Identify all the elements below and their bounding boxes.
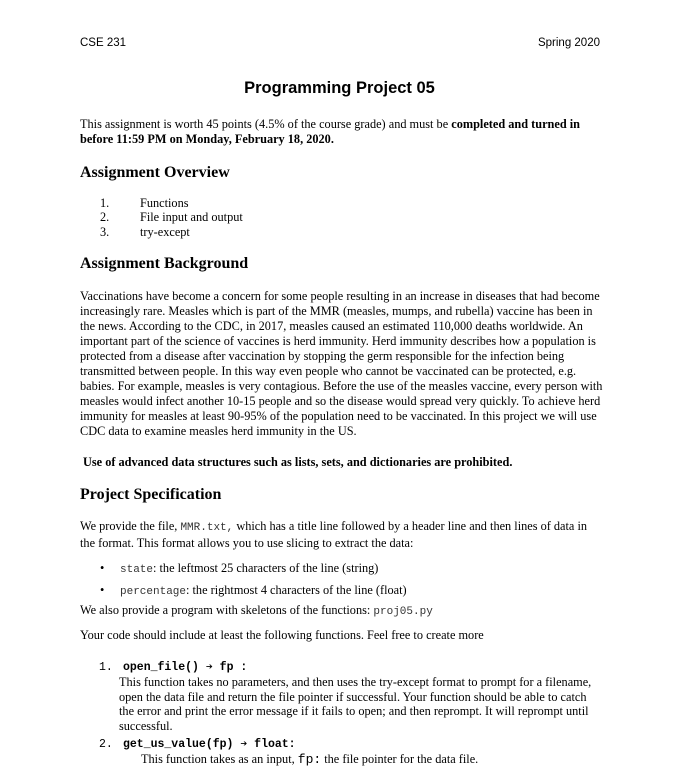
filename-code: proj05.py	[373, 606, 433, 618]
spec-paragraph: We provide the file, MMR.txt, which has a title line followed by a header line and then lines of data in the format. This format allows you to use slicing to extract the data:	[80, 519, 588, 550]
list-item: 1. Functions	[100, 196, 189, 210]
list-item: 2. File input and output	[100, 210, 243, 225]
course-code: CSE 231	[80, 37, 127, 49]
arrow-icon: ➔	[205, 661, 213, 674]
bullet-icon: •	[100, 583, 105, 597]
background-heading: Assignment Background	[80, 255, 249, 272]
list-item: • state: the leftmost 25 characters of the line (string)	[80, 558, 600, 580]
background-paragraph: Vaccinations have become a concern for some people resulting in an increase in diseases that had become increasingly rare. Measles which is part of the MMR (measles, mumps, and rubella) vaccine has been in the news. According to the CDC, in 2017, measles caused an estimated 110,000 deaths worldwide. An important part of the science of vaccines is herd immunity. Herd immunity describes how a population is protected from a disease after vaccination by stopping the germ responsible for the infection being transmitted between people. In this way even people who cannot be vaccinated can be protected, e.g. babies. For example, measles is very contagious. Before the use of the measles vaccine, every person with measles would infect another 10-15 people and so the disease would spread very quickly. To achieve herd immunity for measles at least 90-95% of the population need to be vaccinated. In this project we will use CDC data to examine measles herd immunity in the US.	[80, 289, 603, 438]
overview-list	[80, 196, 600, 239]
overview-heading: Assignment Overview	[80, 164, 230, 181]
list-item: • percentage: the rightmost 4 characters of the line (float)	[80, 580, 600, 602]
function-signature: open_file() ➔ fp :	[123, 661, 248, 674]
function-signature: get_us_value(fp) ➔ float:	[123, 738, 296, 751]
list-item: 3. try-except	[100, 224, 190, 239]
intro-paragraph: This assignment is worth 45 points (4.5% of the course grade) and must be completed and turned in before 11:59 PM on Monday, February 18, 2020.	[80, 117, 581, 146]
term: Spring 2020	[537, 37, 600, 49]
page-title: Programming Project 05	[244, 79, 435, 97]
bullet-icon: •	[100, 561, 105, 575]
prohibition-note: Use of advanced data structures such as lists, sets, and dictionaries are prohibited.	[83, 455, 513, 469]
function-description: This function takes as an input, fp: the file pointer for the data file.	[141, 752, 479, 767]
filename-code: MMR.txt,	[180, 522, 234, 534]
function-open-file: 1. open_file() ➔ fp : This function takes no parameters, and then uses the try-except format to prompt for a filename, open the data file and return the file pointer if successful. Your function should be able to catch the error and print the error message if it fails to open; and then reprompt. It will reprompt until successful.	[99, 657, 599, 733]
skeleton-paragraph: We also provide a program with skeletons of the functions: proj05.py	[80, 603, 433, 618]
function-get-us-value: 2. get_us_value(fp) ➔ float: This function takes as an input, fp: the file pointer for the data file.	[99, 734, 599, 768]
functions-intro: Your code should include at least the following functions. Feel free to create more	[80, 628, 484, 642]
arrow-icon: ➔	[240, 738, 248, 751]
spec-heading: Project Specification	[80, 486, 222, 503]
field-bullets	[80, 558, 600, 602]
function-description: This function takes no parameters, and then uses the try-except format to prompt for a filename, open the data file and return the file pointer if successful. Your function should be able to catch the error and print the error message if it fails to open; and then reprompt. It will reprompt until successful.	[119, 675, 592, 733]
